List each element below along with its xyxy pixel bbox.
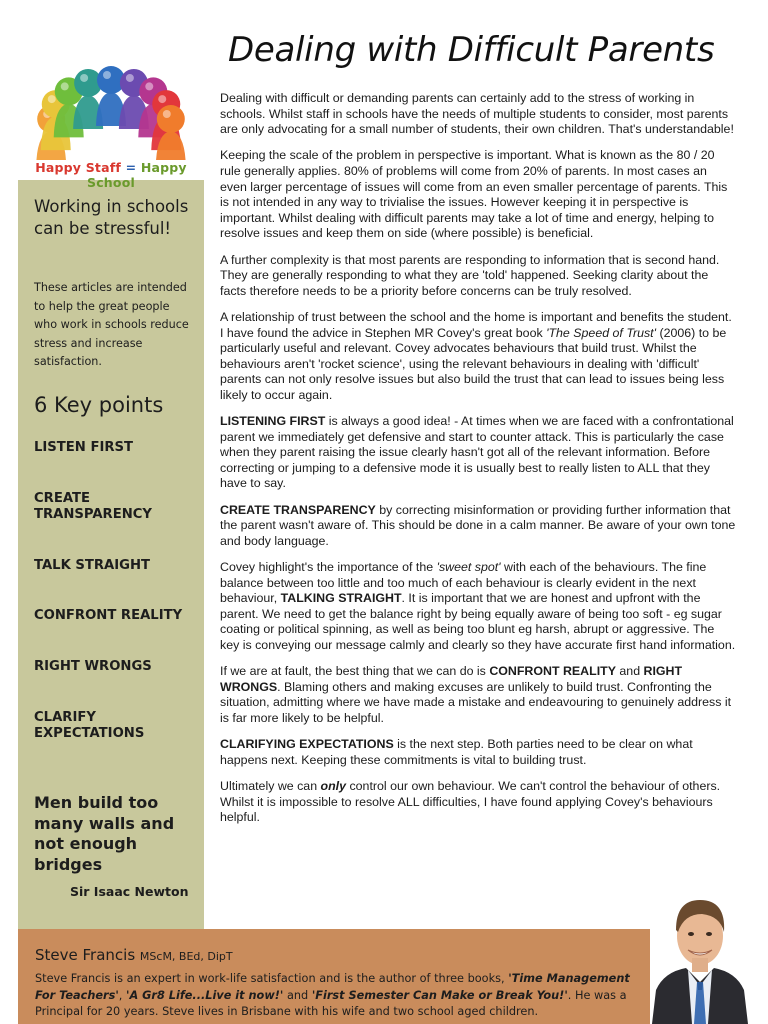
tagline-happy-school: Happy School [87, 160, 187, 190]
paragraph-text: is the next step. Both parties need to be clear on what happens next. Keeping these commitments is vital to building trust. [220, 737, 693, 767]
paragraph-text: with each of the behaviours. The fine balance between too little and too much of each behaviour is clearly evident in the next behaviour, [220, 560, 707, 606]
paragraph-clarifying [220, 737, 736, 768]
key-point-talk-straight: TALK STRAIGHT [34, 558, 151, 573]
logo-person-highlight [126, 74, 134, 82]
key-point-confront-reality: CONFRONT REALITY [34, 608, 183, 623]
author-credentials: MScM, BEd, DipT [139, 950, 233, 963]
page-title: Dealing with Difficult Parents [228, 30, 715, 70]
paragraph-trust [220, 310, 736, 404]
paragraph-sweet-spot [220, 560, 736, 654]
behaviour-label: LISTENING FIRST [220, 414, 326, 429]
paragraph-confront [220, 664, 736, 726]
behaviour-label: CREATE TRANSPARENCY [220, 502, 376, 517]
key-point-listen-first: LISTEN FIRST [34, 440, 134, 455]
logo-person-highlight [103, 71, 111, 79]
author-photo [650, 890, 750, 1024]
paragraph-text: (2006) to be particularly useful and relevant. Covey advocates behaviours that build trust. Whilst the behaviours aren't 'rocket science', using the relevant behaviours in dealing with 'difficult' parents can not only resolve issues but also build the trust that can lead to issues being less likely to occur again. [220, 325, 727, 402]
key-point-right-wrongs: RIGHT WRONGS [34, 659, 152, 674]
logo-person-highlight [61, 82, 69, 90]
paragraph-text: and [615, 664, 644, 679]
paragraph-listening [220, 414, 736, 492]
paragraph-text: control our own behaviour. We can't control the behaviour of others. Whilst it is impossible to resolve ALL difficulties, I have found applying Covey's behaviours helpful. [220, 778, 721, 825]
emphasis-only: only [320, 778, 347, 793]
logo-person-highlight [145, 82, 153, 90]
sidebar-quote: Men build too many walls and not enough bridges [34, 793, 175, 874]
sidebar-heading: Working in schools can be stressful! [34, 197, 189, 238]
bio-text: . He was a Principal for 20 years. Steve lives in Brisbane with his wife and two school aged children. [35, 988, 627, 1018]
paragraph-intro: Dealing with difficult or demanding parents can certainly add to the stress of working in schools. Whilst staff in schools have the needs of multiple students to consider, most parents are only advocating for a small number of students, their own children. That's understandable! [220, 91, 734, 137]
article-body [220, 91, 736, 836]
logo-person-head [157, 105, 185, 133]
paragraph-text: . It is important that we are honest and upfront with the parent. We need to get the balance right by being equally aware of being too soft - eg sugar coating or political spinning, as well as being too blunt eg harsh, abrupt or aggressive. The key is conveying our message calmly and clearly so they have accurate first hand information. [220, 591, 736, 652]
behaviour-label: RIGHT WRONGS [220, 664, 683, 694]
paragraph-text: If we are at fault, the best thing that we can do is [220, 664, 490, 679]
book-title: 'Time Management For Teachers' [35, 972, 630, 1002]
behaviour-label: CLARIFYING EXPECTATIONS [220, 737, 394, 752]
happy-staff-logo [18, 35, 204, 180]
logo-person-highlight [163, 110, 171, 118]
quote-author: Sir Isaac Newton [70, 884, 189, 899]
logo-person-highlight [80, 74, 88, 82]
tagline-happy-staff: Happy Staff [35, 160, 122, 175]
people-circle-logo-icon [18, 35, 204, 160]
paragraph-transparency [220, 503, 736, 550]
key-point-create-transparency: CREATE TRANSPARENCY [34, 491, 152, 522]
book-title: 'A Gr8 Life...Live it now!' [125, 988, 284, 1002]
author-name-line [35, 946, 233, 964]
paragraph-text: Covey highlight's the importance of the [220, 560, 437, 574]
logo-person-highlight [158, 95, 166, 103]
tagline-equals: = [125, 160, 137, 175]
paragraph-text: . Blaming others and making excuses are unlikely to build trust. Confronting the situation, admitting where we have made a mistake and endeavouring to genuinely address it is far more likely to be helpful. [220, 679, 732, 725]
paragraph-text: Ultimately we can [220, 778, 321, 793]
key-point-clarify-expectations: CLARIFY EXPECTATIONS [34, 710, 145, 741]
logo-person-highlight [48, 95, 56, 103]
key-points-title: 6 Key points [34, 393, 164, 417]
paragraph-conclusion [220, 779, 736, 826]
sidebar-intro: These articles are intended to help the great people who work in schools reduce stress and increase satisfaction. [34, 281, 189, 368]
paragraph-text: by correcting misinformation or providing further information that the parent wasn't aware of. This should be done in a calm manner. Be aware of your own tone and body language. [220, 502, 736, 548]
paragraph-text: A relationship of trust between the school and the home is important and benefits the student. I have found the advice in Stephen MR Covey's great book [220, 309, 732, 340]
bio-text: Steve Francis is an expert in work-life satisfaction and is the author of three books, [35, 972, 509, 985]
paragraph-text: is always a good idea! - At times when we are faced with a confrontational parent we immediately get defensive and start to counter attack. This is particularly the case when they parent raising the issue clearly hasn't got all of the relevant information. Before correcting or jumping to a defensive mode it is usually best to really listen to ALL that they have to say. [220, 414, 734, 491]
behaviour-label: CONFRONT REALITY [489, 664, 616, 679]
bio-text: , [118, 988, 126, 1002]
book-title: 'First Semester Can Make or Break You!' [311, 988, 568, 1002]
paragraph-complexity: A further complexity is that most parents are responding to information that is second hand. They are generally responding to what they are 'told' happened. Seeking clarity about the facts therefore needs to be a priority before concerns can be truly resolved. [220, 252, 720, 298]
author-name: Steve Francis [35, 946, 136, 964]
sweet-spot-phrase: 'sweet spot' [436, 560, 501, 574]
bio-text: and [283, 988, 312, 1002]
book-title: 'The Speed of Trust' [546, 325, 656, 340]
author-bio [35, 971, 640, 1021]
paragraph-scale: Keeping the scale of the problem in perspective is important. What is known as the 80 / 20 rule generally applies. 80% of problems will come from 20% of parents. In most cases an even larger percentage of issues will come from an even smaller percentage of parents. This is not intended in any way to trivialise the issues. However keeping it in perspective is important. Whilst dealing with difficult parents may take a lot of time and energy, helping to resolve issues and keep them on side (where possible) is beneficial. [220, 148, 728, 241]
logo-tagline [18, 160, 204, 190]
behaviour-label: TALKING STRAIGHT [280, 591, 402, 606]
